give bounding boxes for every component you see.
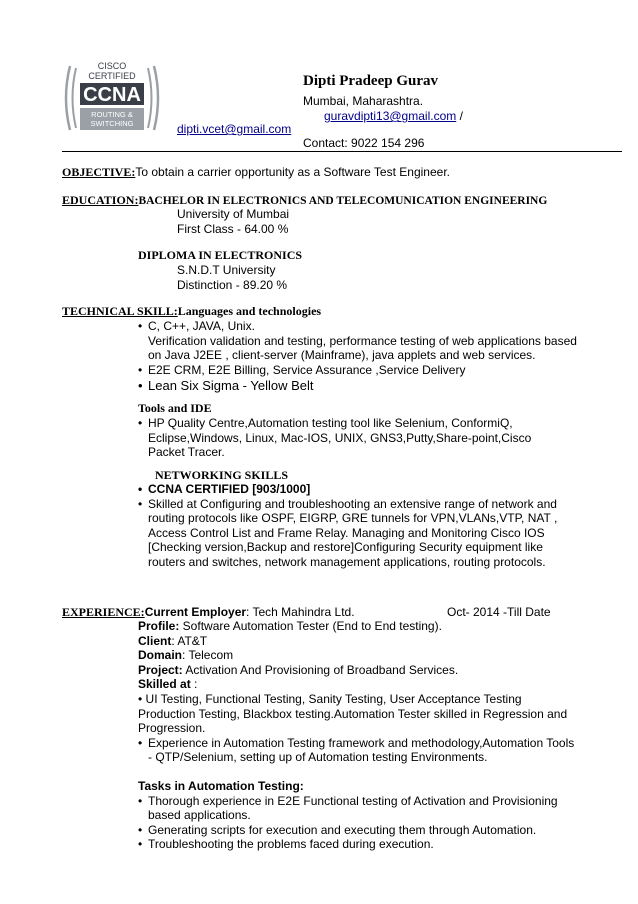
employment-dates: Oct- 2014 -Till Date	[447, 605, 551, 619]
client-value: : AT&T	[171, 633, 208, 648]
profile-value: Software Automation Tester (End to End testing).	[179, 619, 442, 633]
skilled-label: Skilled at	[138, 677, 191, 692]
technical-line	[62, 304, 321, 318]
list-item	[138, 823, 578, 838]
lang-item-1: C, C++, JAVA, Unix.	[148, 319, 255, 333]
networking-item-1: CCNA CERTIFIED [903/1000]	[148, 482, 311, 496]
lang-item-3: Lean Six Sigma - Yellow Belt	[148, 378, 314, 394]
skilled-row	[138, 677, 578, 692]
experience-heading: EXPERIENCE:	[62, 605, 145, 619]
degree2-school: S.N.D.T University	[177, 263, 276, 277]
list-item	[138, 363, 578, 378]
degree1-title: BACHELOR IN ELECTRONICS AND TELECOMUNICATION ENGINEERING	[138, 195, 548, 207]
logo-cisco: CISCO	[97, 61, 127, 71]
networking-list	[138, 482, 578, 570]
list-item	[138, 837, 578, 852]
client-label: Client	[138, 633, 172, 648]
list-item	[138, 319, 578, 363]
project-label: Project:	[138, 662, 183, 677]
email-line	[324, 109, 463, 123]
header-divider	[62, 151, 622, 152]
lang-item-1-cont: Verification validation and testing, performance testing of web applications based on Java J2EE , client-server (Mainframe), java applets and web services.	[148, 333, 577, 363]
networking-item-2: Skilled at Configuring and troubleshooting an extensive range of network and routing protocols like OSPF, EIGRP, GRE tunnels for VPN,VLANs,VTP, NAT , Access Control List and Frame Relay. Managing and Monitoring Cisco IOS [Checking version,Backup and restore]Configuring Security equipment like routers and switches, network management applications, routing protocols.	[148, 496, 558, 569]
skilled-item-2: Experience in Automation Testing framework and methodology,Automation Tools - QTP/Selenium, setting up of Automation testing Environments.	[148, 735, 575, 765]
logo-ccna: CCNA	[83, 84, 141, 106]
tools-heading: Tools and IDE	[138, 401, 212, 415]
task-item-1: Thorough experience in E2E Functional testing of Activation and Provisioning based applications.	[148, 793, 558, 823]
logo-switching: SWITCHING	[90, 119, 134, 128]
candidate-name: Dipti Pradeep Gurav	[303, 73, 438, 89]
skilled-item-1: • UI Testing, Functional Testing, Sanity Testing, User Acceptance Testing	[138, 691, 522, 706]
domain-row	[138, 648, 578, 663]
tools-list	[138, 416, 558, 460]
list-item	[138, 497, 578, 570]
list-item	[138, 794, 578, 823]
profile-row	[138, 619, 578, 634]
email-primary-link[interactable]: guravdipti13@gmail.com	[324, 109, 457, 123]
list-item	[138, 379, 578, 394]
education-line	[62, 193, 547, 208]
task-item-3: Troubleshooting the problems faced during execution.	[148, 837, 434, 852]
objective-heading: OBJECTIVE:	[62, 165, 136, 179]
employer-value: : Tech Mahindra Ltd.	[246, 605, 355, 619]
list-item	[138, 736, 578, 765]
degree2-grade: Distinction - 89.20 %	[177, 278, 288, 292]
email-secondary-link[interactable]: dipti.vcet@gmail.com	[177, 122, 292, 136]
skilled-list	[138, 736, 578, 765]
project-row	[138, 663, 578, 678]
contact-number: Contact: 9022 154 296	[303, 136, 425, 150]
list-item	[138, 482, 578, 497]
education-heading: EDUCATION:	[62, 193, 139, 207]
experience-details	[138, 619, 578, 852]
degree1-school: University of Mumbai	[177, 207, 290, 221]
tasks-list	[138, 794, 578, 852]
tasks-heading: Tasks in Automation Testing:	[138, 778, 304, 793]
lang-item-2: E2E CRM, E2E Billing, Service Assurance ,Service Delivery	[148, 362, 466, 377]
objective-line	[62, 165, 450, 179]
project-value: Activation And Provisioning of Broadband Services.	[182, 662, 459, 677]
logo-routing: ROUTING &	[91, 110, 133, 119]
email-separator: /	[459, 109, 463, 123]
location: Mumbai, Maharashtra.	[303, 94, 424, 108]
degree1-grade: First Class - 64.00 %	[177, 222, 289, 236]
experience-line	[62, 605, 355, 619]
ccna-logo	[60, 58, 164, 138]
languages-subheading: Languages and technologies	[177, 304, 322, 318]
skilled-item-1-cont: Production Testing, Blackbox testing.Automation Tester skilled in Regression and Progression.	[138, 706, 568, 736]
task-item-2: Generating scripts for execution and executing them through Automation.	[148, 822, 537, 837]
domain-label: Domain	[138, 648, 183, 663]
networking-heading: NETWORKING SKILLS	[155, 468, 289, 482]
client-row	[138, 634, 578, 649]
skilled-value: :	[190, 677, 198, 692]
technical-heading: TECHNICAL SKILL:	[62, 304, 178, 318]
skilled-item-1-text: UI Testing, Functional Testing, Sanity Testing, User Acceptance Testing	[145, 691, 522, 706]
employer-label: Current Employer	[144, 605, 247, 619]
tools-item-1: HP Quality Centre,Automation testing tool like Selenium, ConformiQ, Eclipse,Windows, Linux, Mac-IOS, UNIX, GNS3,Putty,Share-point,Cisco Packet Tracer.	[148, 416, 532, 460]
domain-value: : Telecom	[182, 648, 234, 663]
profile-label: Profile:	[138, 619, 180, 633]
list-item	[138, 416, 558, 460]
degree2-title: DIPLOMA IN ELECTRONICS	[138, 248, 303, 262]
languages-list	[138, 319, 578, 394]
logo-certified: CERTIFIED	[88, 71, 136, 81]
objective-text: To obtain a carrier opportunity as a Software Test Engineer.	[135, 165, 450, 179]
